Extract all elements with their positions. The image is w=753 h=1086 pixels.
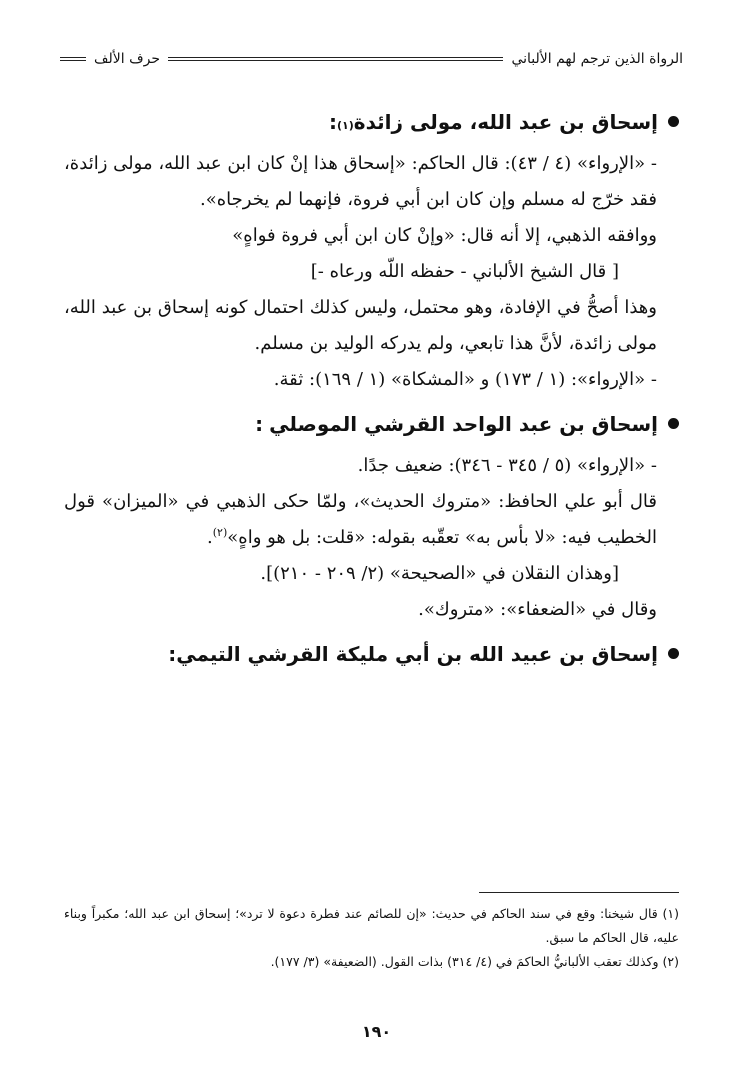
editor-note: [ قال الشيخ الألباني - حفظه اللّه ورعاه -]	[310, 261, 619, 282]
entry-name: إسحاق بن عبد الله، مولى زائدة	[353, 110, 658, 134]
entry-heading	[64, 406, 679, 442]
header-rule	[168, 57, 503, 61]
section-title: حرف الألف	[94, 51, 160, 67]
entry-name: إسحاق بن عبيد الله بن أبي مليكة القرشي التيمي	[176, 642, 658, 666]
paragraph: - «الإرواء» (٤ / ٤٣): قال الحاكم: «إسحاق هذا إنْ كان ابن عبد الله، مولى زائدة، فقد خرّج له مسلم وإن كان ابن أبي فروة، فإنهما لم يخرجاه».	[64, 153, 657, 210]
paragraph: - «الإرواء» (٥ / ٣٤٥ - ٣٤٦): ضعيف جدًا.	[357, 455, 657, 476]
bullet-icon	[668, 418, 679, 429]
main-text	[64, 96, 679, 678]
paragraph: - «الإرواء»: (١ / ١٧٣) و «المشكاة» (١ / ١٦٩): ثقة.	[273, 369, 657, 390]
footnote-ref: (٢)	[212, 526, 228, 539]
paragraph: قال أبو علي الحافظ: «متروك الحديث»، ولمّا حكى الذهبي في «الميزان» قول الخطيب فيه: «لا بأس به» تعقّبه بقوله: «قلت: بل هو واهٍ»$^{(٢)}$.	[64, 491, 657, 548]
footnote-separator	[479, 892, 679, 893]
entry-heading: إسحاق بن عبد الله، مولى زائدة (١) :	[64, 104, 679, 140]
entry-colon: :	[255, 412, 264, 436]
paragraph: ووافقه الذهبي، إلا أنه قال: «وإنْ كان ابن أبي فروة فواهٍ»	[232, 225, 657, 246]
paragraph: وقال في «الضعفاء»: «متروك».	[418, 599, 657, 620]
entry-heading	[64, 636, 679, 672]
paragraph: [وهذان النقلان في «الصحيحة» (٢/ ٢٠٩ - ٢١٠)].	[260, 563, 619, 584]
footnote: (١) قال شيخنا: وقع في سند الحاكم في حديث: «إن للصائم عند فطرة دعوة لا ترد»؛ إسحاق ابن عبد الله؛ مكبراً وبناء عليه، قال الحاكم ما سبق.	[64, 906, 679, 945]
bullet-icon	[668, 648, 679, 659]
entry-name: إسحاق بن عبد الواحد القرشي الموصلي	[269, 412, 658, 436]
book-title: الرواة الذين ترجم لهم الألباني	[511, 51, 683, 67]
paragraph-text: قال أبو علي الحافظ: «متروك الحديث»، ولمّا حكى الذهبي في «الميزان» قول الخطيب فيه: «لا بأس به» تعقّبه بقوله: «قلت: بل هو واهٍ»	[64, 491, 657, 548]
footnotes	[64, 902, 679, 974]
bullet-icon	[668, 116, 679, 127]
page-number: ١٩٠	[361, 1022, 392, 1041]
entry-colon: :	[329, 110, 338, 134]
header-end-rule	[60, 57, 86, 61]
running-header	[60, 48, 683, 70]
entry-colon: :	[168, 642, 177, 666]
footnote: (٢) وكذلك تعقب الألبانيُّ الحاكمَ في (٤/ ٣١٤) بذات القول. (الضعيفة» (٣/ ١٧٧).	[270, 954, 679, 969]
paragraph: وهذا أصحُّ في الإفادة، وهو محتمل، وليس كذلك احتمال كونه إسحاق بن عبد الله، مولى زائدة، لأنَّ هذا تابعي، ولم يدركه الوليد بن مسلم.	[64, 297, 657, 354]
